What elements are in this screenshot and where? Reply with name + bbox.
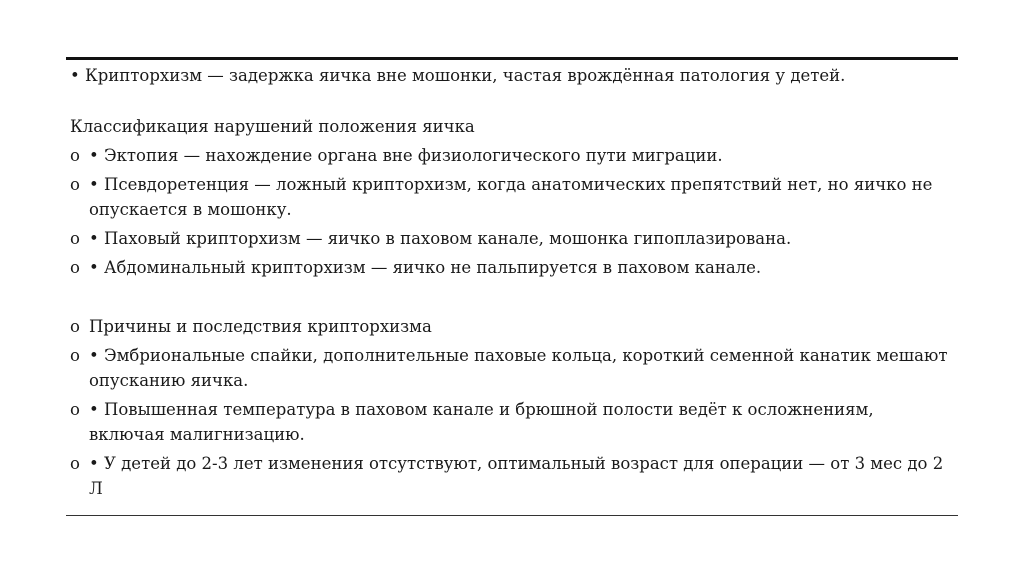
list-marker: o — [70, 175, 80, 194]
list-marker: o — [70, 146, 80, 165]
intro-text: • Крипторхизм — задержка яичка вне мошонки, частая врождённая патология у детей. — [70, 66, 846, 85]
list-marker: o — [70, 454, 80, 473]
top-divider — [66, 57, 958, 60]
list-item-text: • Абдоминальный крипторхизм — яичко не пальпируется в паховом канале. — [89, 258, 762, 277]
list-item-text: • Псевдоретенция — ложный крипторхизм, когда анатомических препятствий нет, но яичко не опускается в мошонку. — [89, 175, 933, 219]
list-item — [70, 255, 950, 280]
list-marker: o — [70, 258, 80, 277]
list-item — [70, 226, 950, 251]
list-marker: o — [70, 346, 80, 365]
list-item-text: • Эмбриональные спайки, дополнительные паховые кольца, короткий семенной канатик мешают опусканию яичка. — [89, 346, 948, 390]
list-item — [70, 172, 950, 222]
list-item-text: • Повышенная температура в паховом канале и брюшной полости ведёт к осложнениям, включая малигнизацию. — [89, 400, 874, 444]
list-item-text: • Паховый крипторхизм — яичко в паховом канале, мошонка гипоплазирована. — [89, 229, 792, 248]
list-item-text: • Эктопия — нахождение органа вне физиологического пути миграции. — [89, 146, 723, 165]
list-marker: o — [70, 229, 80, 248]
slide-content — [70, 63, 950, 501]
causes-heading — [70, 314, 950, 339]
list-marker: o — [70, 317, 80, 336]
causes-heading-text: Причины и последствия крипторхизма — [89, 317, 432, 336]
classification-heading: Классификация нарушений положения яичка — [70, 117, 475, 136]
list-item — [70, 343, 950, 393]
list-item-text: • У детей до 2-3 лет изменения отсутствуют, оптимальный возраст для операции — от 3 мес до 2 Л — [89, 454, 944, 498]
list-item — [70, 451, 950, 501]
list-item — [70, 397, 950, 447]
list-marker: o — [70, 400, 80, 419]
bottom-divider — [66, 515, 958, 516]
list-item — [70, 143, 950, 168]
